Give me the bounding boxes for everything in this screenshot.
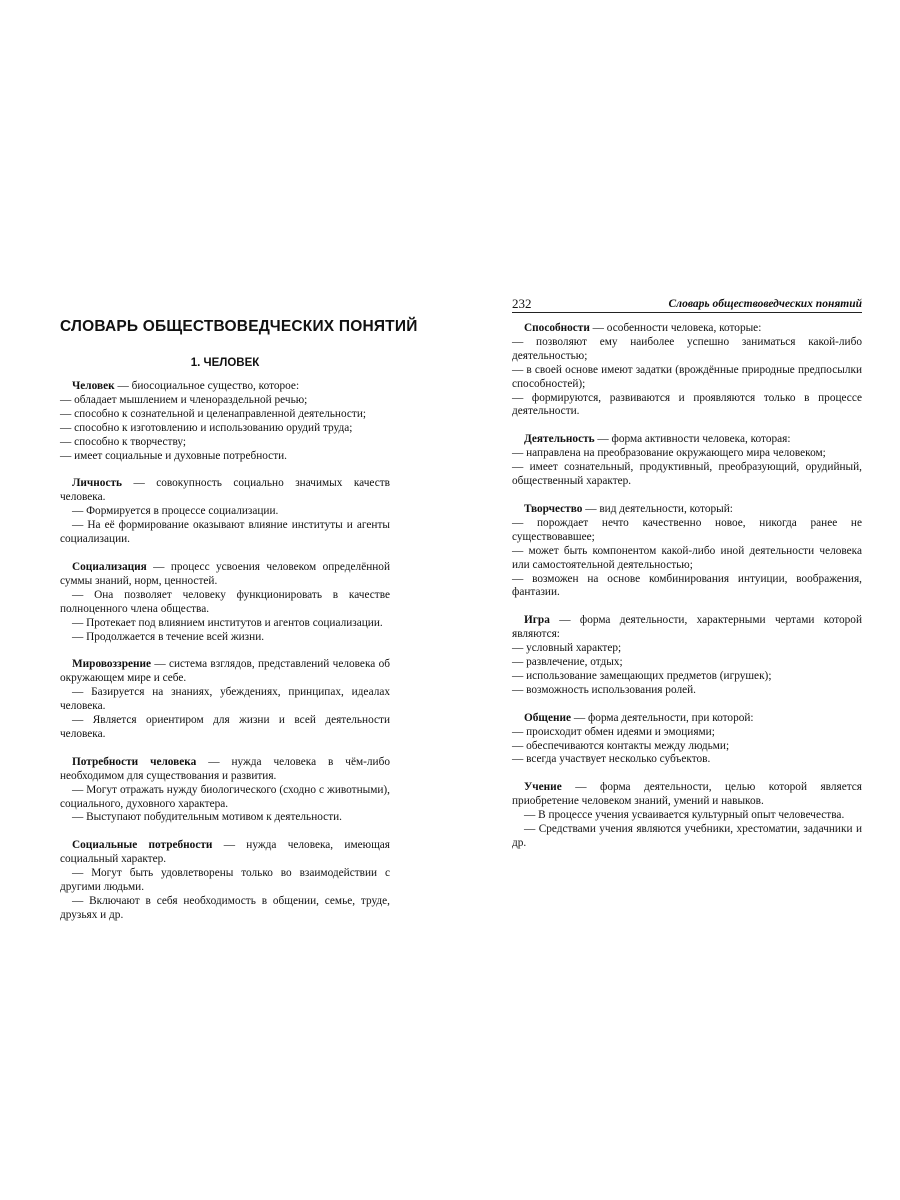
entry-definition: — система взглядов, представлений человека об окружающем мире и себе. <box>60 658 390 685</box>
entry-definition: — нужда человека, имеющая социальный характер. <box>60 839 390 866</box>
entry-detail-line: — позволяют ему наиболее успешно заниматься какой-либо деятельностью; <box>512 335 862 362</box>
glossary-entry <box>60 658 390 741</box>
entry-detail-line: — Продолжается в течение всей жизни. <box>72 630 265 643</box>
entry-definition: — биосоциальное существо, которое: <box>114 380 300 392</box>
entry-definition-line <box>60 477 390 505</box>
entry-definition-line <box>60 658 390 686</box>
entry-definition-line <box>512 712 862 726</box>
entry-definition-line <box>60 839 390 867</box>
entry-term: Социальные потребности <box>72 839 213 852</box>
entry-definition-line <box>512 433 862 447</box>
entry-detail-line: — На её формирование оказывают влияние институты и агенты социализации. <box>60 519 390 546</box>
entry-detail-line: — Средствами учения являются учебники, хрестоматии, задачники и др. <box>512 823 862 849</box>
glossary-entry <box>512 433 862 489</box>
entry-detail-line: — Могут отражать нужду биологического (сходно с животными), социального, духовного характера. <box>60 783 390 810</box>
entry-detail-line: — может быть компонентом какой-либо иной деятельности человека или самостоятельной деятельностью; <box>512 544 862 571</box>
entry-term: Человек <box>72 380 115 392</box>
entry-detail-line: — обладает мышлением и членораздельной речью; <box>60 393 308 406</box>
entry-definition: — форма активности человека, которая: <box>594 433 791 446</box>
glossary-entry <box>512 503 862 600</box>
entry-detail-line: — порождает нечто качественно новое, никогда ранее не существовавшее; <box>512 516 862 543</box>
entry-definition: — форма деятельности, характерными чертами которой являются: <box>512 614 862 641</box>
entry-definition-line <box>60 380 390 394</box>
entry-term: Способности <box>524 322 590 334</box>
entry-definition: — вид деятельности, который: <box>582 502 733 515</box>
entry-detail-line: — Базируется на знаниях, убеждениях, принципах, идеалах человека. <box>60 686 390 713</box>
glossary-entry <box>60 380 390 463</box>
running-title: Словарь обществоведческих понятий <box>668 298 862 310</box>
entry-definition-line <box>512 503 862 517</box>
entry-detail-line: — Могут быть удовлетворены только во взаимодействии с другими людьми. <box>60 867 390 894</box>
entry-detail-line: — возможность использования ролей. <box>512 683 696 696</box>
entry-detail-line: — Протекает под влиянием институтов и агентов социализации. <box>72 616 383 629</box>
page-number: 232 <box>512 296 532 311</box>
entry-definition-line <box>60 756 390 784</box>
entry-definition: — процесс усвоения человеком определённой суммы знаний, норм, ценностей. <box>60 560 390 587</box>
entry-detail-line: — имеет сознательный, продуктивный, преобразующий, орудийный, общественный характер. <box>512 461 862 488</box>
right-entries <box>512 322 862 865</box>
entry-detail-line: — Она позволяет человеку функционировать в качестве полноценного члена общества. <box>60 588 390 615</box>
glossary-entry <box>512 781 862 851</box>
entry-term: Личность <box>72 477 122 490</box>
entry-term: Учение <box>524 781 562 794</box>
entry-detail-line: — способно к творчеству; <box>60 435 187 448</box>
entry-definition: — форма деятельности, при которой: <box>571 711 754 724</box>
entry-detail-line: — способно к сознательной и целенаправленной деятельности; <box>60 407 367 420</box>
entry-definition-line <box>512 781 862 809</box>
entry-definition-line <box>60 561 390 589</box>
entry-detail-line: — Включают в себя необходимость в общении, семье, труде, друзьях и др. <box>60 895 390 921</box>
entry-definition: — особенности человека, которые: <box>589 322 762 334</box>
page-title: СЛОВАРЬ ОБЩЕСТВОВЕДЧЕСКИХ ПОНЯТИЙ <box>60 318 418 335</box>
entry-definition-line <box>512 322 862 336</box>
entry-detail-line: — возможен на основе комбинирования интуиции, воображения, фантазии. <box>512 572 862 599</box>
entry-detail-line: — имеет социальные и духовные потребности. <box>60 449 288 462</box>
entry-term: Мировоззрение <box>72 658 152 671</box>
entry-detail-line: — условный характер; <box>512 642 622 655</box>
entry-detail-line: — происходит обмен идеями и эмоциями; <box>512 725 715 738</box>
section-title: 1. ЧЕЛОВЕК <box>190 357 260 369</box>
entry-term: Социализация <box>72 560 147 573</box>
entry-detail-line: — направлена на преобразование окружающего мира человеком; <box>512 447 826 460</box>
running-header <box>512 296 862 313</box>
glossary-entry <box>60 477 390 547</box>
entry-term: Потребности человека <box>72 755 197 768</box>
entry-detail-line: — Выступают побудительным мотивом к деятельности. <box>72 811 342 824</box>
glossary-entry <box>60 839 390 922</box>
entry-detail-line: — способно к изготовлению и использованию орудий труда; <box>60 421 353 434</box>
glossary-entry <box>60 561 390 644</box>
entry-detail-line: — всегда участвует несколько субъектов. <box>512 753 711 766</box>
entry-detail-line: — формируются, развиваются и проявляются только в процессе деятельности. <box>512 391 862 418</box>
entry-term: Деятельность <box>524 433 595 446</box>
entry-detail-line: — Формируется в процессе социализации. <box>72 505 279 518</box>
entry-definition: — совокупность социально значимых качеств человека. <box>60 477 390 504</box>
entry-definition-line <box>512 614 862 642</box>
entry-term: Игра <box>524 614 550 627</box>
glossary-entry <box>60 756 390 826</box>
entry-detail-line: — В процессе учения усваивается культурный опыт человечества. <box>524 809 845 822</box>
entry-term: Творчество <box>524 502 583 515</box>
entry-term: Общение <box>524 711 572 724</box>
entry-definition: — форма деятельности, целью которой является приобретение человеком знаний, умений и навыков. <box>512 781 862 808</box>
entry-detail-line: — Является ориентиром для жизни и всей деятельности человека. <box>60 714 390 740</box>
glossary-entry <box>512 614 862 697</box>
entry-definition: — нужда человека в чём-либо необходимом для существования и развития. <box>60 755 390 782</box>
entry-detail-line: — в своей основе имеют задатки (врождённые природные предпосылки способностей); <box>512 363 862 390</box>
glossary-entry <box>512 712 862 768</box>
glossary-entry <box>512 322 862 419</box>
entry-detail-line: — обеспечиваются контакты между людьми; <box>512 739 730 752</box>
entry-detail-line: — использование замещающих предметов (игрушек); <box>512 669 772 682</box>
left-entries <box>60 380 390 937</box>
entry-detail-line: — развлечение, отдых; <box>512 656 623 669</box>
